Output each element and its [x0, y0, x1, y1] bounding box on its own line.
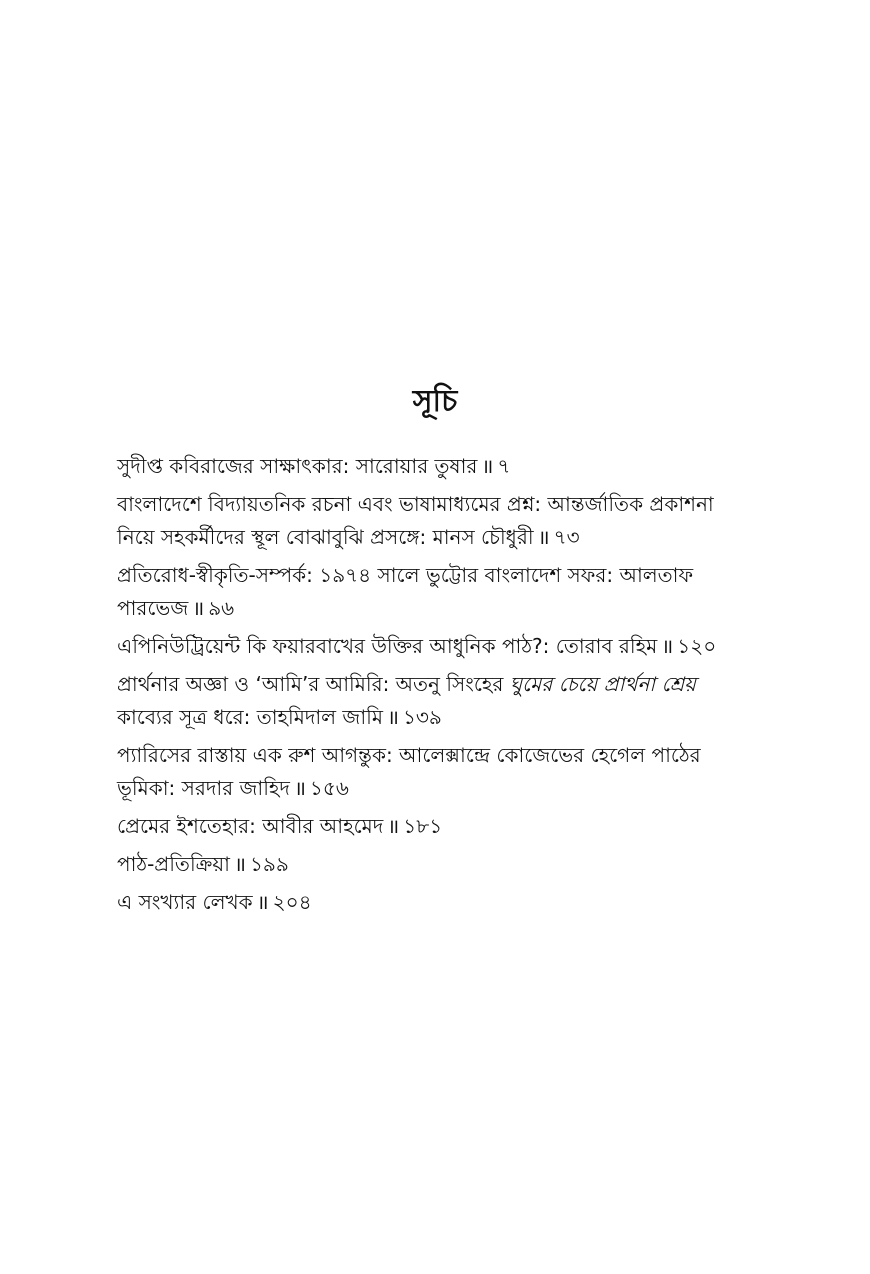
toc-page-number: ১৩৯ — [402, 705, 442, 729]
toc-entry-text: পাঠ-প্রতিক্রিয়া — [117, 852, 230, 876]
toc-page-number: ২০৪ — [272, 890, 312, 914]
toc-entry-text: সুদীপ্ত কবিরাজের সাক্ষাৎকার: সারোয়ার তুষার — [117, 454, 478, 478]
page-title: সূচি — [412, 384, 458, 419]
toc-entry-text: এপিনিউট্রিয়েন্ট কি ফয়ারবাখের উক্তির আধুনিক পাঠ?: তোরাব রহিম — [117, 634, 658, 658]
toc-entry — [117, 886, 757, 919]
toc-entry — [117, 739, 757, 805]
toc-separator: ॥ — [661, 634, 674, 658]
toc-entry-book-title: ঘুমের চেয়ে প্রার্থনা শ্রেয় — [509, 672, 696, 696]
toc-entry — [117, 559, 757, 625]
table-of-contents — [117, 450, 757, 924]
toc-page-number: ১৯৯ — [249, 852, 289, 876]
toc-entry-text: প্যারিসের রাস্তায় এক রুশ আগন্তুক: আলেক্সান্দ্রে কোজেভের হেগেল পাঠের ভূমিকা: সরদার জাহিদ — [117, 743, 701, 800]
toc-separator: ॥ — [537, 525, 550, 549]
toc-entry-text-continued: কাব্যের সূত্র ধরে: তাহমিদাল জামি — [117, 705, 383, 729]
toc-page-number: ১৫৬ — [309, 776, 349, 800]
toc-page-number: ১৮১ — [403, 814, 443, 838]
toc-page-number: ১২০ — [677, 634, 717, 658]
toc-entry — [117, 810, 757, 843]
toc-separator: ॥ — [481, 454, 494, 478]
toc-entry-text: এ সংখ্যার লেখক — [117, 890, 253, 914]
toc-separator: ॥ — [256, 890, 269, 914]
toc-entry — [117, 630, 757, 663]
toc-page-number: ৭ — [497, 454, 511, 478]
toc-page-number: ৯৬ — [208, 596, 235, 620]
toc-entry-text: প্রার্থনার অজ্ঞা ও ‘আমি’র আমিরি: অতনু সিংহের — [117, 672, 510, 696]
toc-separator: ॥ — [386, 705, 399, 729]
toc-separator: ॥ — [293, 776, 306, 800]
toc-entry — [117, 450, 757, 483]
toc-entry-text: বাংলাদেশে বিদ্যায়তনিক রচনা এবং ভাষামাধ্যমের প্রশ্ন: আন্তর্জাতিক প্রকাশনা নিয়ে সহকর্মীদের স্থূল বোঝাবুঝি প্রসঙ্গে: মানস চৌধুরী — [117, 492, 714, 549]
toc-separator: ॥ — [192, 596, 205, 620]
toc-entry — [117, 488, 757, 554]
toc-page-number: ৭৩ — [553, 525, 580, 549]
toc-separator: ॥ — [387, 814, 400, 838]
toc-entry — [117, 848, 757, 881]
toc-entry-text: প্রতিরোধ-স্বীকৃতি-সম্পর্ক: ১৯৭৪ সালে ভুট্টোর বাংলাদেশ সফর: আলতাফ পারভেজ — [117, 563, 694, 620]
toc-separator: ॥ — [233, 852, 246, 876]
toc-entry-text: প্রেমের ইশতেহার: আবীর আহমেদ — [117, 814, 384, 838]
toc-entry — [117, 668, 757, 734]
